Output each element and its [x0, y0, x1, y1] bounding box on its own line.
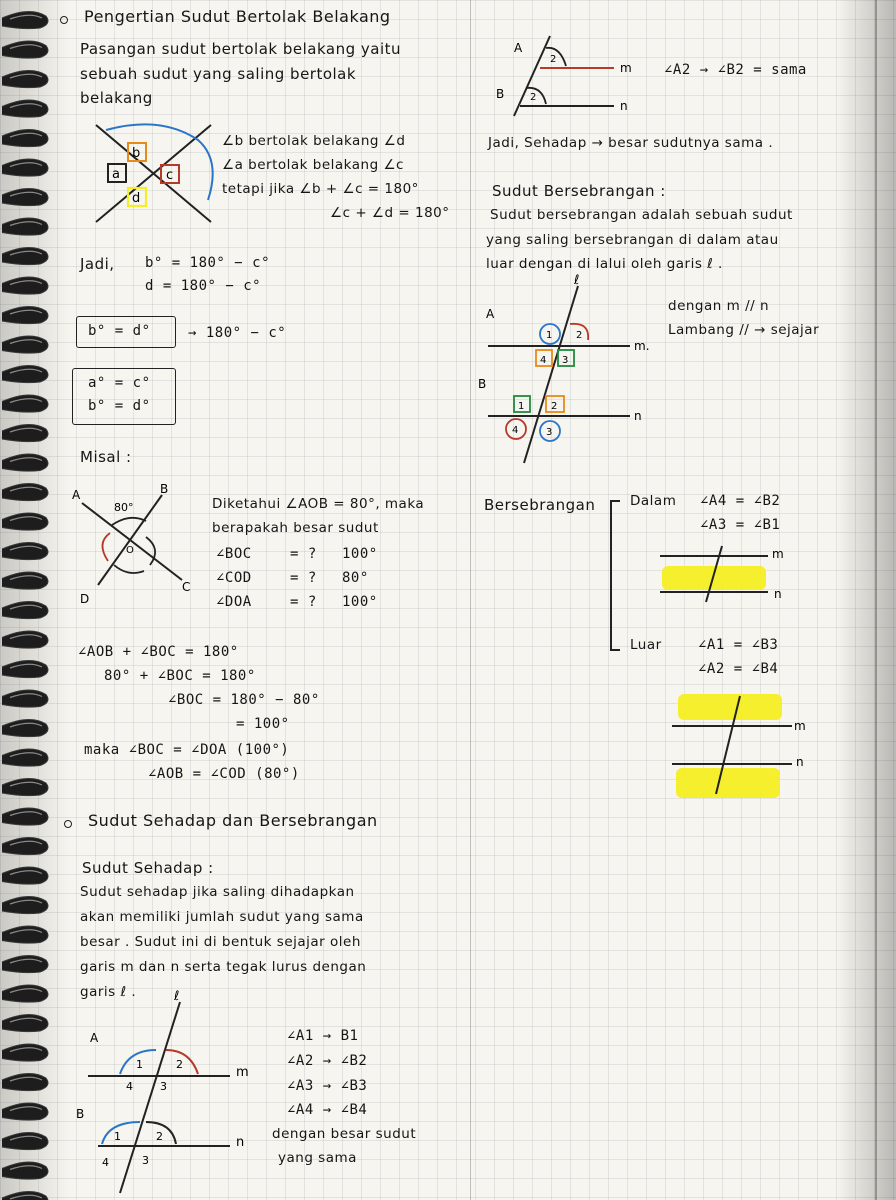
sehadap-small-diagram [496, 36, 636, 116]
svg-text:3: 3 [562, 355, 569, 366]
answer-val-3: 100° [342, 594, 378, 610]
bracket-top [610, 500, 620, 502]
label-c: c [166, 168, 174, 183]
sehadap-line-2: akan memiliki jumlah sudut yang sama [80, 909, 364, 925]
spiral-ring [2, 395, 48, 412]
solution-line-3: ∠BOC = 180° − 80° [168, 692, 320, 708]
spiral-ring [2, 1073, 48, 1090]
intro-line-3: belakang [80, 89, 153, 107]
spiral-ring [2, 690, 48, 707]
svg-text:4: 4 [102, 1156, 109, 1169]
page-right-shadow [836, 0, 896, 1200]
spiral-ring [2, 11, 48, 28]
sehadap-line-4: garis m dan n serta tegak lurus dengan [80, 959, 367, 975]
svg-text:1: 1 [136, 1058, 143, 1071]
answer-q-1: = ? [290, 546, 317, 562]
spiral-ring [2, 365, 48, 382]
fact-2: ∠a bertolak belakang ∠c [222, 157, 404, 173]
luar-diagram [672, 690, 812, 800]
solution-line-4: = 100° [236, 716, 290, 732]
section2-title: Sudut Sehadap dan Bersebrangan [88, 811, 378, 830]
svg-text:2: 2 [550, 54, 557, 65]
sehadap-line-5: garis ℓ . [80, 984, 137, 1000]
answer-angle-1: ∠BOC [216, 546, 252, 562]
svg-text:O: O [126, 545, 134, 556]
label-a: a [112, 167, 120, 182]
svg-text:1: 1 [114, 1130, 121, 1143]
answer-q-3: = ? [290, 594, 317, 610]
label-b: b [132, 146, 141, 161]
svg-text:n: n [620, 99, 628, 113]
sehadap-line-1: Sudut sehadap jika saling dihadapkan [80, 884, 355, 900]
luar-pair-1: ∠A1 = ∠B3 [698, 637, 779, 653]
question-line-2: berapakah besar sudut [212, 520, 379, 536]
svg-text:3: 3 [142, 1154, 149, 1167]
boxed-2-line-2: b° = d° [88, 398, 151, 414]
page-edge [875, 0, 877, 1200]
svg-text:B: B [496, 87, 505, 101]
svg-text:2: 2 [551, 401, 558, 412]
jadi-label: Jadi, [80, 255, 115, 273]
bersebrangan-line-2: yang saling bersebrangan di dalam atau [486, 232, 779, 248]
solution-line-2: 80° + ∠BOC = 180° [104, 668, 256, 684]
spiral-ring [2, 1132, 48, 1149]
svg-text:n: n [774, 587, 782, 601]
parallel-note-2: Lambang // → sejajar [668, 322, 820, 338]
svg-text:A: A [72, 488, 81, 502]
svg-text:2: 2 [156, 1130, 163, 1143]
svg-text:3: 3 [546, 427, 553, 438]
answer-q-2: = ? [290, 570, 317, 586]
spiral-ring [2, 277, 48, 294]
sehadap-line-3: besar . Sudut ini di bentuk sejajar oleh [80, 934, 361, 950]
sehadap-title: Sudut Sehadap : [82, 859, 214, 877]
svg-text:1: 1 [546, 330, 553, 341]
svg-text:ℓ: ℓ [174, 989, 180, 1004]
svg-text:A: A [514, 41, 523, 55]
solution-line-1: ∠AOB + ∠BOC = 180° [78, 644, 239, 660]
spiral-ring [2, 41, 48, 58]
alternate-angles-diagram [478, 273, 660, 468]
sehadap-conclusion: Jadi, Sehadap → besar sudutnya sama . [488, 135, 774, 151]
bracket [610, 500, 612, 650]
svg-text:4: 4 [540, 355, 547, 366]
question-line-1: Diketahui ∠AOB = 80°, maka [212, 496, 425, 512]
svg-text:n: n [236, 1135, 245, 1150]
svg-text:4: 4 [512, 425, 519, 436]
corresponding-angles-diagram [76, 988, 260, 1193]
spiral-ring [2, 572, 48, 589]
boxed-2-line-1: a° = c° [88, 375, 151, 391]
svg-text:4: 4 [126, 1080, 133, 1093]
answer-angle-2: ∠COD [216, 570, 252, 586]
pair-2: ∠A2 → ∠B2 [287, 1053, 368, 1069]
answer-val-1: 100° [342, 546, 378, 562]
pair-note-1: dengan besar sudut [272, 1126, 417, 1142]
svg-text:A: A [90, 1031, 99, 1045]
spiral-ring [2, 1103, 48, 1120]
boxed-1-result: → 180° − c° [188, 325, 287, 341]
answer-angle-3: ∠DOA [216, 594, 252, 610]
spiral-ring [2, 424, 48, 441]
svg-text:80°: 80° [114, 501, 134, 514]
luar-label: Luar [630, 637, 662, 653]
svg-text:2: 2 [530, 92, 537, 103]
svg-text:m: m [236, 1065, 249, 1080]
spiral-ring [2, 483, 48, 500]
svg-text:ℓ: ℓ [574, 273, 580, 288]
spiral-ring [2, 926, 48, 943]
spiral-ring [2, 159, 48, 176]
parallel-note-1: dengan m // n [668, 298, 770, 314]
spiral-ring [2, 749, 48, 766]
svg-text:A: A [486, 307, 495, 321]
spiral-ring [2, 1014, 48, 1031]
label-d: d [132, 191, 141, 206]
spiral-ring [2, 100, 48, 117]
spiral-ring [2, 778, 48, 795]
svg-text:2: 2 [576, 330, 583, 341]
spiral-ring [2, 454, 48, 471]
luar-pair-2: ∠A2 = ∠B4 [698, 661, 779, 677]
svg-text:1: 1 [518, 401, 525, 412]
spiral-ring [2, 542, 48, 559]
spiral-binding [0, 0, 60, 1200]
spiral-ring [2, 1044, 48, 1061]
pair-4: ∠A4 → ∠B4 [287, 1102, 368, 1118]
spiral-ring [2, 188, 48, 205]
bersebrangan-line-1: Sudut bersebrangan adalah sebuah sudut [490, 207, 793, 223]
svg-text:n: n [634, 409, 642, 423]
svg-text:B: B [160, 482, 169, 496]
svg-text:D: D [80, 592, 90, 606]
svg-text:m.: m. [634, 339, 650, 353]
spiral-ring [2, 660, 48, 677]
spiral-ring [2, 601, 48, 618]
spiral-ring [2, 1162, 48, 1179]
boxed-1-text: b° = d° [88, 323, 151, 339]
svg-text:B: B [76, 1107, 85, 1121]
dalam-label: Dalam [630, 493, 677, 509]
spiral-ring [2, 808, 48, 825]
spiral-ring [2, 631, 48, 648]
svg-text:3: 3 [160, 1080, 167, 1093]
spiral-ring [2, 896, 48, 913]
vertical-angles-diagram [86, 120, 226, 230]
svg-text:C: C [182, 580, 191, 594]
svg-text:m: m [772, 547, 784, 561]
spiral-ring [2, 867, 48, 884]
fact-4: ∠c + ∠d = 180° [330, 205, 450, 221]
spiral-ring [2, 70, 48, 87]
spiral-ring [2, 985, 48, 1002]
spiral-ring [2, 306, 48, 323]
spiral-ring [2, 719, 48, 736]
section1-title: Pengertian Sudut Bertolak Belakang [84, 7, 391, 26]
spiral-ring [2, 218, 48, 235]
intro-line-1: Pasangan sudut bertolak belakang yaitu [80, 40, 401, 58]
fact-3: tetapi jika ∠b + ∠c = 180° [222, 181, 419, 197]
sehadap-equation: ∠A2 → ∠B2 = sama [664, 62, 807, 78]
svg-text:m: m [620, 61, 632, 75]
jadi-line-1: b° = 180° − c° [145, 255, 271, 271]
spiral-ring [2, 955, 48, 972]
dalam-diagram [660, 544, 790, 604]
spiral-ring [2, 513, 48, 530]
svg-text:B: B [478, 377, 487, 391]
spiral-ring [2, 837, 48, 854]
bullet-icon [64, 820, 72, 828]
spiral-ring [2, 336, 48, 353]
spiral-ring [2, 247, 48, 264]
bersebrangan-line-3: luar dengan di lalui oleh garis ℓ . [486, 256, 723, 272]
jadi-line-2: d = 180° − c° [145, 278, 262, 294]
bracket-bottom [610, 649, 620, 651]
pair-3: ∠A3 → ∠B3 [287, 1078, 368, 1094]
fact-1: ∠b bertolak belakang ∠d [222, 133, 406, 149]
bersebrangan-label: Bersebrangan [484, 496, 596, 514]
bullet-icon [60, 16, 68, 24]
solution-line-6: ∠AOB = ∠COD (80°) [148, 766, 300, 782]
misal-label: Misal : [80, 448, 132, 466]
dalam-pair-2: ∠A3 = ∠B1 [700, 517, 781, 533]
svg-text:2: 2 [176, 1058, 183, 1071]
answer-val-2: 80° [342, 570, 369, 586]
svg-text:m: m [794, 719, 806, 733]
dalam-pair-1: ∠A4 = ∠B2 [700, 493, 781, 509]
bersebrangan-title: Sudut Bersebrangan : [492, 182, 666, 200]
intro-line-2: sebuah sudut yang saling bertolak [80, 65, 357, 83]
pair-1: ∠A1 → B1 [287, 1028, 359, 1044]
aob-diagram [70, 482, 210, 606]
solution-line-5: maka ∠BOC = ∠DOA (100°) [84, 742, 290, 758]
pair-note-2: yang sama [278, 1150, 357, 1166]
center-divider [470, 0, 471, 1200]
svg-text:n: n [796, 755, 804, 769]
spiral-ring [2, 129, 48, 146]
